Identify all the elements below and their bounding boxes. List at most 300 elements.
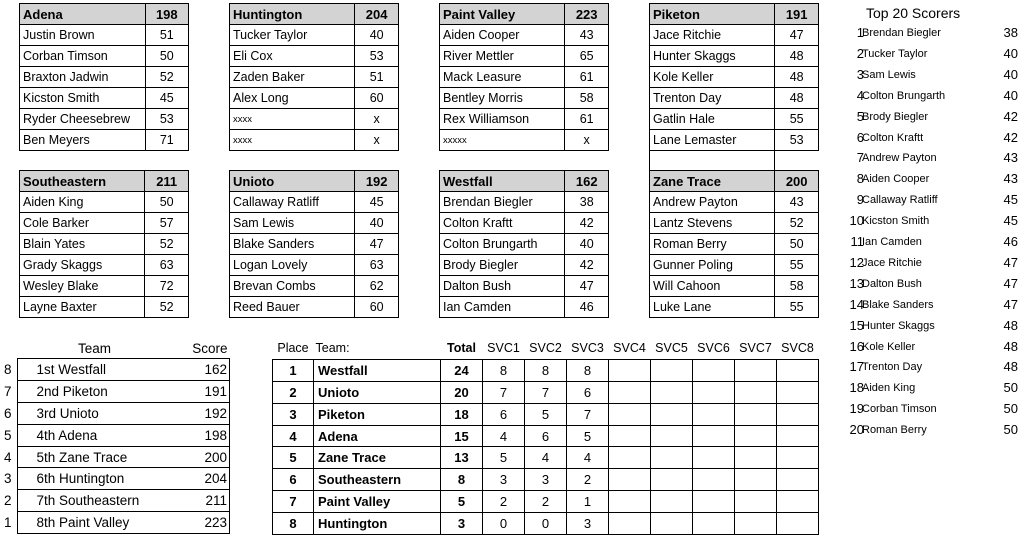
results-svc8-empty [777,469,819,491]
player-score: 61 [565,67,609,88]
team-score: 211 [145,171,189,192]
player-row [650,46,819,67]
top20-row [838,318,1018,338]
results-row [273,447,819,469]
results-svc1: 7 [483,381,525,403]
player-row [650,109,819,130]
top20-row [838,359,1018,379]
top20-rank: 18 [849,380,864,396]
top20-rank: 1 [856,25,864,40]
standings-row [4,490,230,512]
player-row [20,109,189,130]
results-svc1: 2 [483,491,525,513]
top20-rank: 5 [856,108,864,124]
top20-row [838,25,1018,45]
results-svc3: 8 [567,359,609,381]
results-total: 13 [441,447,483,469]
player-score: 51 [145,25,188,46]
player-score: 40 [355,213,399,234]
player-row [20,276,189,297]
standings-score: 198 [168,424,230,446]
player-row [230,192,399,213]
player-name: Braxton Jadwin [20,67,146,88]
top20-rank: 9 [856,192,864,208]
top20-row [838,171,1018,191]
player-row [650,67,819,88]
team-table-huntington [229,3,399,151]
results-svc4-empty [609,491,651,513]
results-svc7-empty [735,469,777,491]
player-row [650,130,819,151]
team-score: 223 [565,4,609,25]
results-svc8-empty [777,403,819,425]
player-row [20,213,189,234]
results-svc6-empty [693,359,735,381]
top20-rank: 17 [849,359,864,375]
player-row [20,234,189,255]
player-name: xxxx [230,109,355,130]
results-place: 8 [273,513,314,535]
top20-rank: 19 [849,401,864,417]
results-place: 7 [273,491,314,513]
player-score: 65 [565,46,609,67]
player-name: Reed Bauer [230,297,355,318]
top20-row [838,401,1018,421]
results-total: 5 [441,491,483,513]
player-score: 52 [145,297,189,318]
results-svc2: 2 [525,491,567,513]
player-score: 53 [355,46,399,67]
standings-points: 7 [4,383,12,399]
player-score: 47 [775,25,819,46]
results-svc7-empty [735,403,777,425]
top20-row [838,276,1018,296]
player-name: Zaden Baker [230,67,355,88]
player-row [230,297,399,318]
player-row [20,67,189,88]
player-score: 52 [145,67,188,88]
team-table-zane-trace [649,170,819,318]
player-name: Trenton Day [650,88,775,109]
results-svc3: 5 [567,425,609,447]
top20-rank: 15 [849,317,864,333]
results-svc2: 5 [525,403,567,425]
results-header-total: Total [447,341,476,356]
player-name: Brevan Combs [230,276,355,297]
top20-score: 47 [1003,275,1018,291]
top20-player-name: Kicston Smith [862,215,930,228]
player-row [440,213,609,234]
standings-place-team: 2nd Piketon [18,380,168,402]
player-name: Gunner Poling [650,255,775,276]
results-svc2: 4 [525,447,567,469]
player-score: 61 [565,109,609,130]
results-total: 24 [441,359,483,381]
top20-score: 42 [1003,129,1018,145]
top20-row [838,422,1018,442]
results-row [273,425,819,447]
player-name: Cole Barker [20,213,145,234]
player-name: Roman Berry [650,234,775,255]
player-score: 47 [565,276,609,297]
player-row [440,25,609,46]
top20-score: 43 [1003,150,1018,166]
player-row [230,109,399,130]
results-header-place: Place [277,341,309,356]
top20-player-name: Dalton Bush [862,277,922,290]
player-score: 55 [775,255,819,276]
player-name: Bentley Morris [440,88,565,109]
top20-score: 47 [1003,296,1018,312]
player-score: 63 [355,255,399,276]
results-svc6-empty [693,403,735,425]
top20-player-name: Aiden Cooper [862,173,930,186]
top20-rank: 3 [856,66,864,82]
top20-score: 42 [1003,108,1018,124]
player-score: 43 [775,192,819,213]
top20-player-name: Andrew Payton [862,152,937,165]
top20-row [838,150,1018,170]
team-name: Paint Valley [440,4,565,25]
results-svc7-empty [735,381,777,403]
player-name: Grady Skaggs [20,255,145,276]
standings-place-team: 5th Zane Trace [18,446,168,468]
top20-player-name: Ian Camden [862,236,922,248]
team-score: 198 [145,4,188,25]
player-score: 72 [145,276,189,297]
player-name: Ryder Cheesebrew [20,109,146,130]
results-svc2: 6 [525,425,567,447]
top20-rank: 16 [849,338,864,354]
top20-player-name: Brendan Biegler [862,27,941,39]
top20-score: 45 [1003,213,1018,229]
top20-row [838,234,1018,254]
team-name: Unioto [230,171,355,192]
standings-score: 200 [168,446,230,468]
results-svc7-empty [735,491,777,513]
player-name: Brendan Biegler [440,192,565,213]
player-name: Wesley Blake [20,276,145,297]
top20-score: 43 [1003,171,1018,187]
top20-player-name: Aiden King [862,382,916,395]
player-row [440,192,609,213]
player-score: 62 [355,276,399,297]
player-name: Dalton Bush [440,276,565,297]
standings-table [4,338,230,534]
team-table-piketon [649,3,819,172]
results-total: 8 [441,469,483,491]
results-svc6-empty [693,381,735,403]
player-row [230,25,399,46]
results-svc2: 3 [525,469,567,491]
player-row [20,297,189,318]
team-table-westfall [439,170,609,318]
results-header-team: Team: [315,341,350,356]
standings-row [4,402,230,424]
top20-row [838,255,1018,275]
results-svc6-empty [693,469,735,491]
top20-score: 45 [1003,192,1018,208]
player-row [230,234,399,255]
player-row [650,88,819,109]
player-name: Corban Timson [20,46,146,67]
results-row [273,381,819,403]
standings-points: 2 [4,493,12,509]
standings-score: 223 [168,512,230,534]
player-row [440,67,609,88]
results-svc6-empty [693,513,735,535]
results-team: Unioto [314,381,441,403]
results-team: Zane Trace [314,447,441,469]
player-name: Justin Brown [20,25,146,46]
player-score: 38 [565,192,609,213]
top20-score: 50 [1003,401,1018,417]
results-svc8-empty [777,491,819,513]
player-row [230,213,399,234]
results-team: Piketon [314,403,441,425]
top20-player-name: Sam Lewis [862,68,916,81]
empty-row [650,151,819,172]
top20-row [838,339,1018,359]
results-place: 6 [273,469,314,491]
player-score: 48 [775,67,819,88]
results-svc1: 5 [483,447,525,469]
standings-points: 4 [4,449,12,465]
results-svc4-empty [609,403,651,425]
results-place: 1 [273,359,314,381]
results-header-svc3: SVC3 [571,341,604,356]
player-name: Mack Leasure [440,67,565,88]
player-name: Will Cahoon [650,276,775,297]
results-place: 5 [273,447,314,469]
player-row [20,130,189,151]
results-svc3: 6 [567,381,609,403]
results-header-svc6: SVC6 [697,341,730,356]
results-table [272,338,819,535]
standings-team-label: Team [77,340,111,356]
results-team: Southeastern [314,469,441,491]
team-table-southeastern [19,170,189,318]
player-name: Colton Brungarth [440,234,565,255]
player-score: 55 [775,109,819,130]
team-score: 192 [355,171,399,192]
player-name: Ian Camden [440,297,565,318]
player-name: xxxxx [440,130,565,151]
player-row [440,234,609,255]
top20-player-name: Roman Berry [862,424,927,437]
results-svc8-empty [777,425,819,447]
standings-place-team: 6th Huntington [18,468,168,490]
team-name: Piketon [650,4,775,25]
team-table-unioto [229,170,399,318]
top20-score: 46 [1003,234,1018,249]
top20-rank: 7 [856,150,864,166]
standings-row [4,359,230,381]
standings-points: 1 [4,515,12,531]
top20-score: 40 [1003,87,1018,103]
player-score: x [565,130,609,151]
top20-score: 50 [1003,422,1018,438]
player-row [440,276,609,297]
player-row [20,192,189,213]
results-total: 15 [441,425,483,447]
results-svc3: 2 [567,469,609,491]
results-header-svc5: SVC5 [655,341,688,356]
standings-place-team: 4th Adena [18,424,168,446]
top20-player-name: Jace Ritchie [862,256,922,269]
top20-row [838,213,1018,233]
player-name: Luke Lane [650,297,775,318]
top20-title: Top 20 Scorers [866,5,961,21]
standings-points: 6 [4,405,12,421]
results-svc8-empty [777,447,819,469]
player-score: 48 [775,88,819,109]
player-row [440,109,609,130]
player-row [20,46,189,67]
player-row [230,255,399,276]
results-total: 18 [441,403,483,425]
results-svc4-empty [609,513,651,535]
player-name: Lantz Stevens [650,213,775,234]
results-row [273,403,819,425]
team-name: Huntington [230,4,355,25]
player-score: 50 [145,46,188,67]
standings-place-team: 1st Westfall [18,359,168,381]
results-header-svc7: SVC7 [739,341,772,356]
standings-score: 204 [168,468,230,490]
results-svc5-empty [651,447,693,469]
results-svc3: 3 [567,513,609,535]
top20-player-name: Callaway Ratliff [862,194,938,207]
results-svc5-empty [651,403,693,425]
standings-points: 3 [4,471,12,487]
player-score: 60 [355,88,399,109]
player-name: Brody Biegler [440,255,565,276]
results-svc5-empty [651,513,693,535]
player-row [650,255,819,276]
results-row [273,491,819,513]
player-score: 45 [355,192,399,213]
team-score: 200 [775,171,819,192]
player-name: Jace Ritchie [650,25,775,46]
results-row [273,359,819,381]
standings-row [4,380,230,402]
top20-row [838,380,1018,400]
player-name: xxxx [230,130,355,151]
top20-rank: 6 [856,129,864,145]
team-score: 204 [355,4,399,25]
player-row [650,276,819,297]
team-name: Westfall [440,171,565,192]
top20-rank: 8 [856,171,864,187]
player-score: 47 [355,234,399,255]
player-row [230,88,399,109]
results-svc6-empty [693,425,735,447]
results-place: 4 [273,425,314,447]
results-header-svc2: SVC2 [529,341,562,356]
player-name: Sam Lewis [230,213,355,234]
top20-score: 40 [1003,66,1018,82]
standings-place-team: 3rd Unioto [18,402,168,424]
standings-row [4,512,230,534]
top20-player-name: Brody Biegler [862,110,929,123]
results-team: Westfall [314,359,441,381]
player-name: Rex Williamson [440,109,565,130]
team-table-paint-valley [439,3,609,151]
top20-player-name: Hunter Skaggs [862,319,935,332]
player-row [230,67,399,88]
standings-score: 192 [168,402,230,424]
player-name: Aiden Cooper [440,25,565,46]
player-name: Blain Yates [20,234,145,255]
player-score: 57 [145,213,189,234]
player-score: 55 [775,297,819,318]
player-row [230,276,399,297]
results-svc4-empty [609,359,651,381]
standings-score: 191 [168,380,230,402]
player-name: Blake Sanders [230,234,355,255]
player-score: 52 [145,234,189,255]
top20-row [838,130,1018,150]
top20-player-name: Tucker Taylor [862,47,928,60]
player-name: Andrew Payton [650,192,775,213]
player-score: 58 [775,276,819,297]
player-name: River Mettler [440,46,565,67]
team-score: 162 [565,171,609,192]
results-team: Huntington [314,513,441,535]
results-svc8-empty [777,381,819,403]
top20-rank: 20 [849,422,864,438]
player-name: Layne Baxter [20,297,145,318]
results-svc4-empty [609,381,651,403]
top20-score: 48 [1003,359,1018,375]
player-row [650,234,819,255]
player-row [440,130,609,151]
top20-row [838,88,1018,108]
results-svc1: 6 [483,403,525,425]
standings-score: 162 [168,359,230,381]
player-score: 53 [775,130,819,151]
player-score: 53 [145,109,188,130]
results-svc8-empty [777,513,819,535]
player-score: 42 [565,213,609,234]
top20-player-name: Kole Keller [862,340,916,353]
results-svc5-empty [651,469,693,491]
results-team: Adena [314,425,441,447]
top20-score: 38 [1003,25,1018,40]
player-score: 50 [775,234,819,255]
top20-score: 48 [1003,317,1018,333]
standings-row [4,424,230,446]
top20-score: 47 [1003,254,1018,270]
player-name: Aiden King [20,192,145,213]
results-svc1: 8 [483,359,525,381]
results-header-svc8: SVC8 [781,341,814,356]
player-score: 52 [775,213,819,234]
player-score: 60 [355,297,399,318]
results-svc6-empty [693,491,735,513]
player-row [650,297,819,318]
player-score: 46 [565,297,609,318]
player-name: Gatlin Hale [650,109,775,130]
results-svc2: 0 [525,513,567,535]
results-svc1: 3 [483,469,525,491]
player-row [650,213,819,234]
team-name: Zane Trace [650,171,775,192]
player-row [650,192,819,213]
standings-points: 5 [4,427,12,443]
player-row [20,25,189,46]
